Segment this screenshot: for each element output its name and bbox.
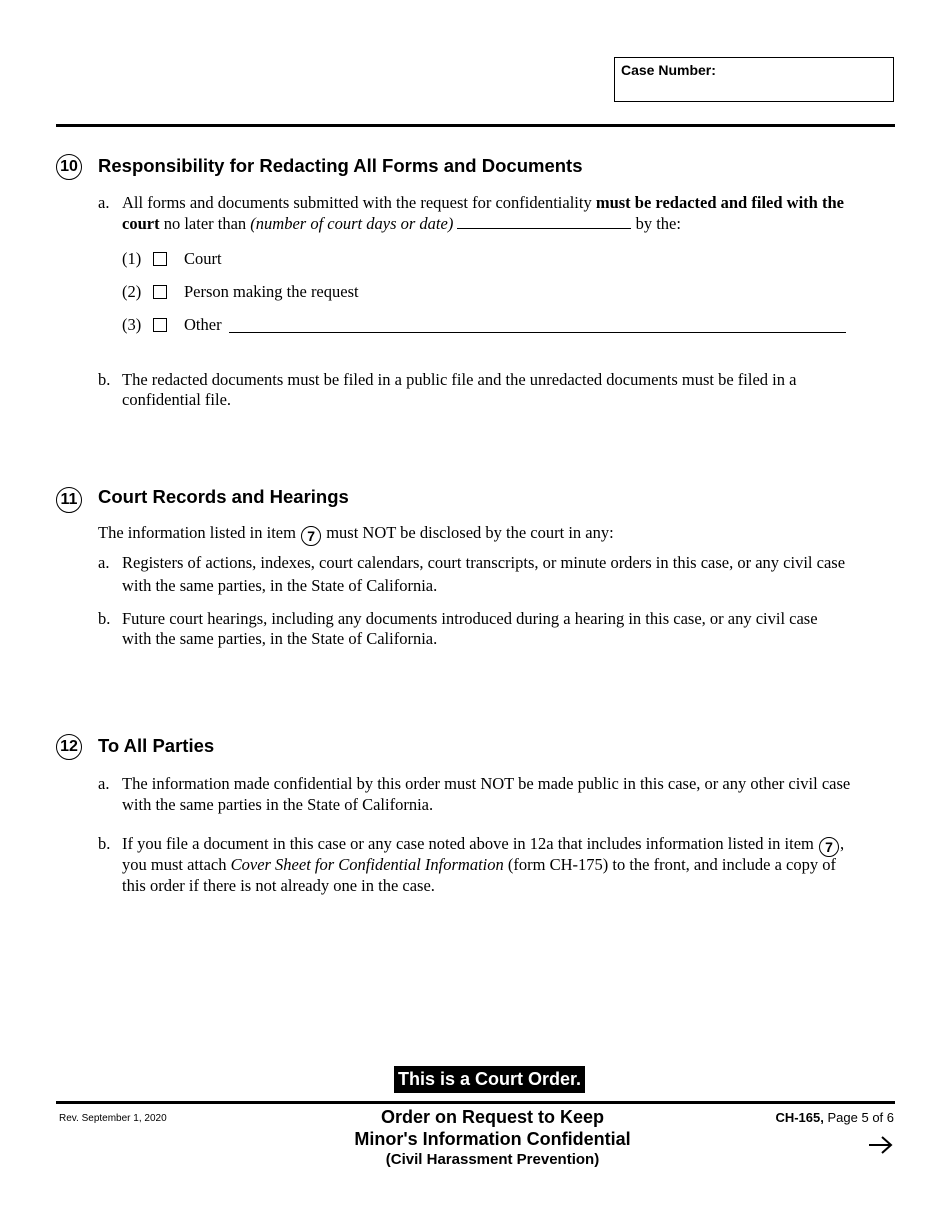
section-12-number: 12 <box>56 734 82 760</box>
checkbox-other[interactable] <box>153 318 167 332</box>
section-10b-line2: confidential file. <box>122 390 232 409</box>
section-10a-text: All forms and documents submitted with the request for confidentiality <box>122 193 596 212</box>
section-11b-line2: with the same parties, in the State of California. <box>122 629 438 648</box>
section-10a-line1 <box>122 193 844 214</box>
section-11-title: Court Records and Hearings <box>98 486 349 507</box>
section-12b-line2-text: you must attach <box>122 855 231 874</box>
option-3-label: Other <box>184 315 222 334</box>
section-10b-letter: b. <box>98 370 111 389</box>
section-12b-line3: this order if there is not already one in the case. <box>122 876 435 895</box>
footer-divider <box>56 1101 895 1104</box>
cover-sheet-title: Cover Sheet for Confidential Information <box>230 855 504 874</box>
item-7-reference: 7 <box>301 526 321 546</box>
section-10a-bold-court: court <box>122 214 160 233</box>
section-11b-line1: Future court hearings, including any documents introduced during a hearing in this case, or any civil case <box>122 609 818 628</box>
form-title <box>300 1106 685 1170</box>
section-10b-line1: The redacted documents must be filed in a public file and the unredacted documents must be filed in a <box>122 370 797 389</box>
option-2-label: Person making the request <box>184 282 359 301</box>
section-11a-line2: with the same parties, in the State of California. <box>122 576 438 595</box>
section-11a-letter: a. <box>98 553 110 572</box>
redaction-deadline-field[interactable] <box>457 214 631 229</box>
section-10a-line2 <box>122 214 681 235</box>
checkbox-court[interactable] <box>153 252 167 266</box>
section-12a-letter: a. <box>98 774 110 793</box>
section-10-number: 10 <box>56 154 82 180</box>
option-1-number: (1) <box>122 249 142 268</box>
section-11b-letter: b. <box>98 609 111 628</box>
right-arrow-icon[interactable] <box>868 1134 894 1156</box>
case-number-box <box>614 57 894 102</box>
case-number-label: Case Number: <box>621 62 716 78</box>
section-11-intro <box>98 523 614 546</box>
section-10-title: Responsibility for Redacting All Forms and Documents <box>98 155 583 176</box>
form-title-line2: Minor's Information Confidential <box>354 1129 631 1149</box>
option-3-number: (3) <box>122 315 142 334</box>
section-10a-by-the: by the: <box>631 214 681 233</box>
court-order-banner: This is a Court Order. <box>394 1066 585 1093</box>
section-12b-line1 <box>122 834 844 857</box>
option-2-number: (2) <box>122 282 142 301</box>
section-10a-italic-hint: (number of court days or date) <box>250 214 454 233</box>
section-12b-line1-text: If you file a document in this case or any case noted above in 12a that includes information listed in item <box>122 834 819 853</box>
section-12b-letter: b. <box>98 834 111 853</box>
revision-date: Rev. September 1, 2020 <box>59 1113 167 1124</box>
option-1-label: Court <box>184 249 222 268</box>
section-10a-letter: a. <box>98 193 110 212</box>
form-title-line1: Order on Request to Keep <box>380 1107 605 1127</box>
section-11-intro-text: The information listed in item <box>98 523 301 542</box>
section-11-number: 11 <box>56 487 82 513</box>
section-11-intro-text-after: must NOT be disclosed by the court in any: <box>322 523 614 542</box>
form-number: CH-165, <box>775 1110 824 1125</box>
section-12b-line2 <box>122 855 836 876</box>
header-divider <box>56 124 895 127</box>
item-7-reference: 7 <box>819 837 839 857</box>
section-12a-line2: with the same parties in the State of California. <box>122 795 434 814</box>
section-11a-line1: Registers of actions, indexes, court calendars, court transcripts, or minute orders in this case, or any civil case <box>122 553 846 572</box>
form-page-info <box>775 1110 894 1125</box>
case-number-input[interactable] <box>621 82 883 98</box>
section-10a-bold-text: must be redacted and filed with the <box>595 193 844 212</box>
section-12b-line2-text-after: (form CH-175) to the front, and include a copy of <box>503 855 836 874</box>
checkbox-person-making-request[interactable] <box>153 285 167 299</box>
other-specify-field[interactable] <box>229 332 846 333</box>
form-title-line3: (Civil Harassment Prevention) <box>385 1151 600 1168</box>
page-number: Page 5 of 6 <box>827 1110 894 1125</box>
section-12b-line1-comma: , <box>840 834 845 853</box>
section-10a-no-later: no later than <box>159 214 251 233</box>
section-12a-line1: The information made confidential by this order must NOT be made public in this case, or any other civil case <box>122 774 851 793</box>
section-12-title: To All Parties <box>98 735 215 756</box>
